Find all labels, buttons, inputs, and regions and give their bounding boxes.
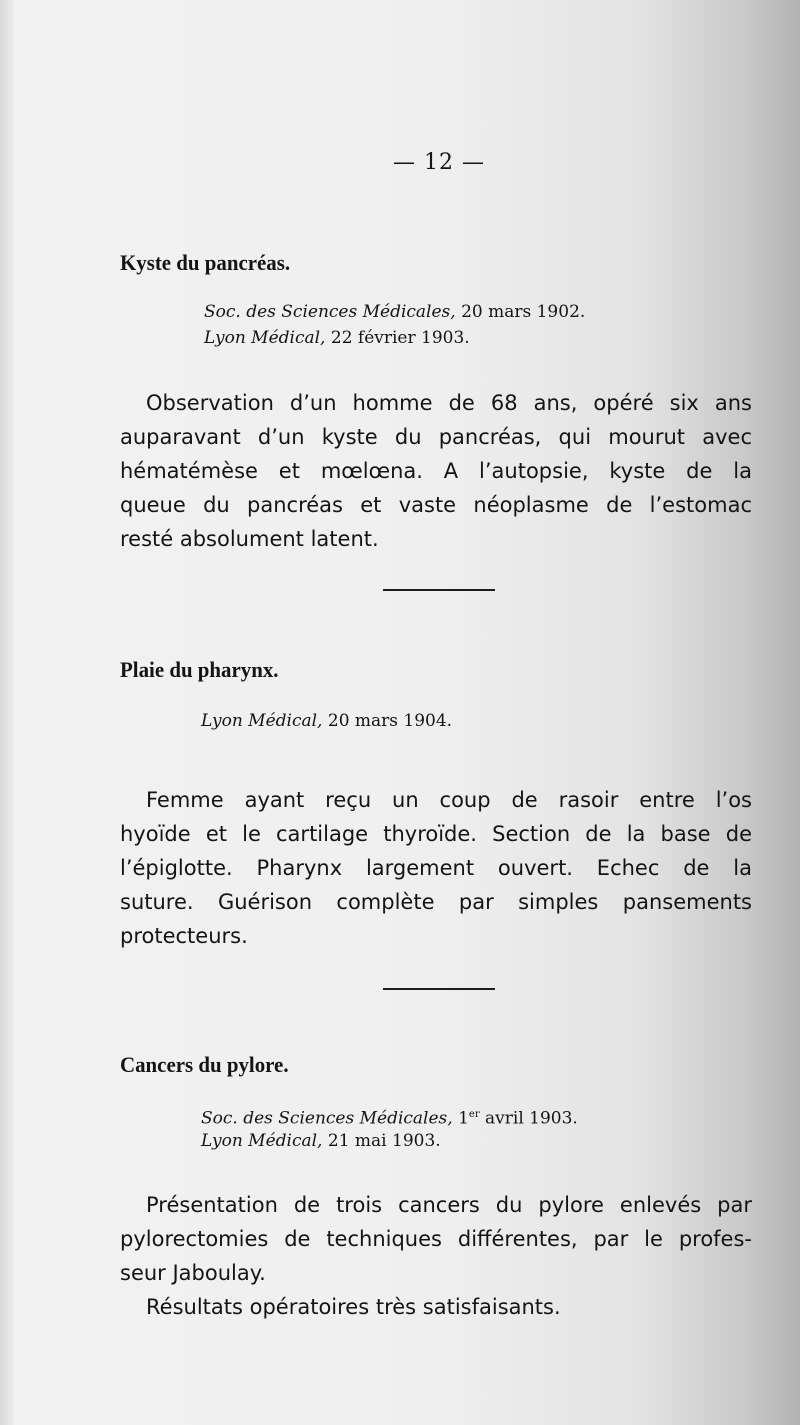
- reference-line: [204, 327, 470, 349]
- text-line: Femme ayant reçu un coup de rasoir entre l’os: [146, 788, 752, 812]
- section-divider: [383, 589, 495, 591]
- paragraph: [120, 1188, 752, 1324]
- reference-date: 22 février 1903.: [325, 328, 470, 348]
- text-line: hyoïde et le cartilage thyroïde. Section de la base de: [120, 822, 752, 846]
- page-number: — 12 —: [393, 150, 485, 175]
- text-line: Résultats opératoires très satisfaisants.: [146, 1295, 561, 1319]
- text-line: Observation d’un homme de 68 ans, opéré six ans: [146, 391, 752, 415]
- section-divider: [383, 988, 495, 990]
- reference-date: 20 mars 1902.: [455, 302, 586, 322]
- text-line: seur Jaboulay.: [120, 1261, 266, 1285]
- page-edge-shadow: [0, 0, 14, 1425]
- section-title-cancers-du-pylore: Cancers du pylore.: [120, 1052, 289, 1077]
- reference-source: Lyon Médical,: [201, 711, 323, 731]
- paragraph: [120, 783, 752, 953]
- paragraph: [120, 386, 752, 556]
- reference-line: [201, 710, 452, 732]
- section-title-kyste-du-pancreas: Kyste du pancréas.: [120, 250, 291, 275]
- reference-source: Soc. des Sciences Médicales,: [201, 1108, 453, 1129]
- reference-source: Soc. des Sciences Médicales,: [204, 302, 456, 322]
- text-line: pylorectomies de techniques différentes, par le profes-: [120, 1227, 752, 1251]
- reference-date: 21 mai 1903.: [322, 1131, 441, 1151]
- reference-source: Lyon Médical,: [201, 1131, 323, 1151]
- reference-date: 20 mars 1904.: [322, 711, 453, 731]
- reference-line: [201, 1104, 578, 1130]
- text-line: queue du pancréas et vaste néoplasme de l’estomac: [120, 493, 752, 517]
- text-line: hématémèse et mœlœna. A l’autopsie, kyste de la: [120, 459, 752, 483]
- reference-line: [204, 301, 585, 323]
- reference-source: Lyon Médical,: [204, 328, 326, 348]
- section-title-plaie-du-pharynx: Plaie du pharynx.: [120, 657, 279, 682]
- reference-line: [201, 1130, 441, 1152]
- reference-date-suffix: avril 1903.: [479, 1108, 578, 1129]
- text-line: Présentation de trois cancers du pylore enlevés par: [146, 1193, 752, 1217]
- text-line: suture. Guérison complète par simples pansements: [120, 890, 752, 914]
- reference-date-prefix: 1: [452, 1108, 469, 1129]
- text-line: protecteurs.: [120, 924, 248, 948]
- reference-date-superscript: er: [468, 1109, 480, 1120]
- text-line: auparavant d’un kyste du pancréas, qui mourut avec: [120, 425, 752, 449]
- text-line: resté absolument latent.: [120, 527, 379, 551]
- text-line: l’épiglotte. Pharynx largement ouvert. Echec de la: [120, 856, 752, 880]
